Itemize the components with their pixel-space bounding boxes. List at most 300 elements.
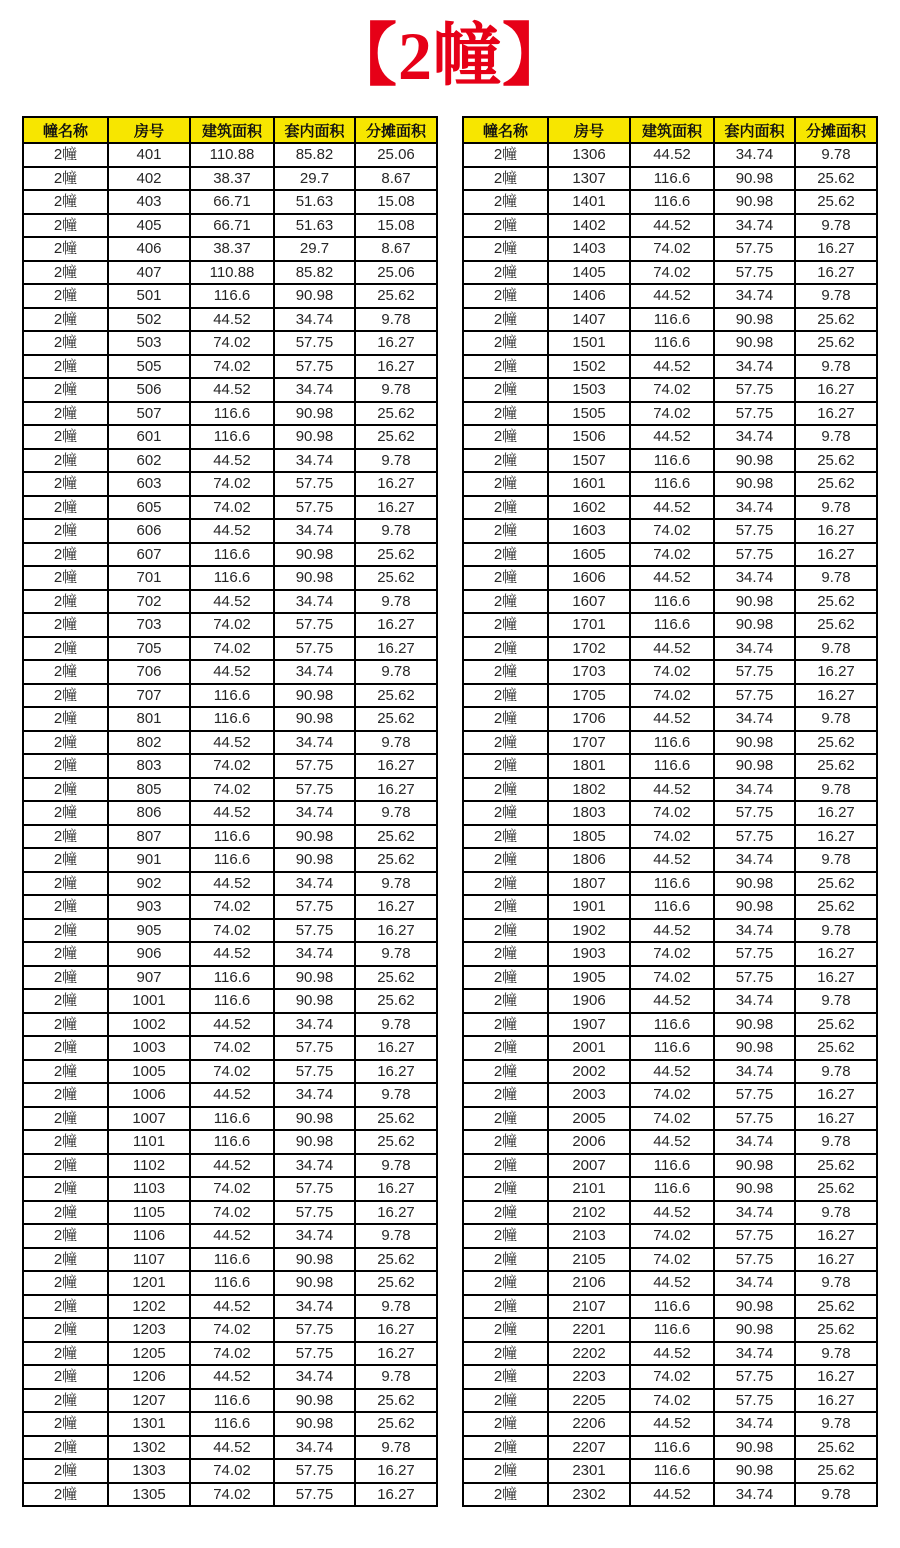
cell: 2幢 <box>463 261 548 285</box>
cell: 90.98 <box>274 1412 355 1436</box>
cell: 1003 <box>108 1036 190 1060</box>
cell: 703 <box>108 613 190 637</box>
cell: 2幢 <box>463 1224 548 1248</box>
cell: 2幢 <box>463 167 548 191</box>
cell: 44.52 <box>190 1295 274 1319</box>
cell: 803 <box>108 754 190 778</box>
cell: 16.27 <box>355 331 437 355</box>
table-row <box>463 308 877 332</box>
cell: 1907 <box>548 1013 630 1037</box>
cell: 16.27 <box>795 543 877 567</box>
cell: 57.75 <box>714 543 795 567</box>
cell: 1103 <box>108 1177 190 1201</box>
cell: 116.6 <box>630 1013 714 1037</box>
table-row <box>23 684 437 708</box>
cell: 57.75 <box>274 778 355 802</box>
cell: 34.74 <box>274 731 355 755</box>
cell: 34.74 <box>714 566 795 590</box>
cell: 74.02 <box>190 1459 274 1483</box>
cell: 90.98 <box>274 566 355 590</box>
cell: 2幢 <box>23 966 108 990</box>
cell: 116.6 <box>630 1318 714 1342</box>
cell: 34.74 <box>274 801 355 825</box>
cell: 2幢 <box>463 754 548 778</box>
cell: 16.27 <box>355 754 437 778</box>
cell: 34.74 <box>274 1083 355 1107</box>
cell: 2幢 <box>463 1107 548 1131</box>
cell: 16.27 <box>355 778 437 802</box>
table-row <box>23 355 437 379</box>
cell: 34.74 <box>274 1365 355 1389</box>
cell: 74.02 <box>190 472 274 496</box>
cell: 1005 <box>108 1060 190 1084</box>
table-row <box>463 637 877 661</box>
table-row <box>463 1412 877 1436</box>
cell: 16.27 <box>355 919 437 943</box>
cell: 2幢 <box>463 942 548 966</box>
cell: 25.62 <box>795 1318 877 1342</box>
cell: 16.27 <box>795 519 877 543</box>
cell: 90.98 <box>274 707 355 731</box>
cell: 2幢 <box>463 425 548 449</box>
cell: 2幢 <box>23 1060 108 1084</box>
cell: 2302 <box>548 1483 630 1507</box>
cell: 116.6 <box>630 1436 714 1460</box>
cell: 116.6 <box>190 825 274 849</box>
cell: 90.98 <box>714 1154 795 1178</box>
cell: 9.78 <box>795 284 877 308</box>
cell: 1807 <box>548 872 630 896</box>
cell: 2幢 <box>23 1412 108 1436</box>
table-row <box>23 778 437 802</box>
cell: 2幢 <box>463 895 548 919</box>
cell: 16.27 <box>355 1318 437 1342</box>
cell: 1707 <box>548 731 630 755</box>
cell: 705 <box>108 637 190 661</box>
cell: 44.52 <box>630 214 714 238</box>
cell: 801 <box>108 707 190 731</box>
cell: 1002 <box>108 1013 190 1037</box>
cell: 2幢 <box>23 1248 108 1272</box>
cell: 1902 <box>548 919 630 943</box>
cell: 57.75 <box>714 1224 795 1248</box>
cell: 57.75 <box>714 237 795 261</box>
cell: 9.78 <box>795 355 877 379</box>
cell: 402 <box>108 167 190 191</box>
cell: 2幢 <box>23 684 108 708</box>
cell: 90.98 <box>714 613 795 637</box>
cell: 2幢 <box>23 1271 108 1295</box>
cell: 116.6 <box>630 449 714 473</box>
cell: 116.6 <box>190 543 274 567</box>
cell: 2幢 <box>463 684 548 708</box>
cell: 90.98 <box>714 754 795 778</box>
table-row <box>23 1130 437 1154</box>
cell: 34.74 <box>714 919 795 943</box>
table-row <box>23 1060 437 1084</box>
cell: 505 <box>108 355 190 379</box>
cell: 34.74 <box>714 848 795 872</box>
table-row <box>463 1083 877 1107</box>
cell: 74.02 <box>630 543 714 567</box>
cell: 1403 <box>548 237 630 261</box>
cell: 16.27 <box>795 261 877 285</box>
cell: 1802 <box>548 778 630 802</box>
cell: 2幢 <box>463 308 548 332</box>
cell: 90.98 <box>274 684 355 708</box>
cell: 116.6 <box>630 754 714 778</box>
cell: 2幢 <box>463 1318 548 1342</box>
cell: 9.78 <box>795 566 877 590</box>
cell: 74.02 <box>190 1318 274 1342</box>
cell: 25.62 <box>795 1436 877 1460</box>
cell: 34.74 <box>714 637 795 661</box>
cell: 707 <box>108 684 190 708</box>
cell: 805 <box>108 778 190 802</box>
cell: 1901 <box>548 895 630 919</box>
cell: 90.98 <box>714 1177 795 1201</box>
cell: 116.6 <box>630 1459 714 1483</box>
cell: 57.75 <box>274 472 355 496</box>
cell: 2幢 <box>23 378 108 402</box>
cell: 57.75 <box>274 331 355 355</box>
cell: 2幢 <box>23 543 108 567</box>
cell: 90.98 <box>714 190 795 214</box>
cell: 74.02 <box>190 331 274 355</box>
cell: 2幢 <box>23 237 108 261</box>
cell: 901 <box>108 848 190 872</box>
cell: 2202 <box>548 1342 630 1366</box>
cell: 2101 <box>548 1177 630 1201</box>
table-row <box>463 613 877 637</box>
cell: 2幢 <box>463 660 548 684</box>
table-row <box>463 331 877 355</box>
table-row <box>23 1436 437 1460</box>
cell: 57.75 <box>274 895 355 919</box>
cell: 2幢 <box>23 754 108 778</box>
cell: 57.75 <box>274 1201 355 1225</box>
cell: 25.06 <box>355 261 437 285</box>
table-row <box>463 143 877 167</box>
table-row <box>23 496 437 520</box>
cell: 9.78 <box>795 214 877 238</box>
cell: 90.98 <box>714 895 795 919</box>
table-row <box>23 1412 437 1436</box>
table-row <box>23 1154 437 1178</box>
cell: 1301 <box>108 1412 190 1436</box>
cell: 2幢 <box>23 261 108 285</box>
cell: 2幢 <box>23 1342 108 1366</box>
cell: 2幢 <box>23 895 108 919</box>
cell: 90.98 <box>274 543 355 567</box>
cell: 25.62 <box>355 1130 437 1154</box>
cell: 2幢 <box>463 331 548 355</box>
column-header: 建筑面积 <box>190 117 274 143</box>
cell: 25.62 <box>355 825 437 849</box>
cell: 90.98 <box>714 1295 795 1319</box>
cell: 25.62 <box>795 1177 877 1201</box>
column-header: 建筑面积 <box>630 117 714 143</box>
cell: 9.78 <box>355 1224 437 1248</box>
cell: 90.98 <box>714 731 795 755</box>
cell: 44.52 <box>630 566 714 590</box>
cell: 74.02 <box>630 966 714 990</box>
cell: 25.62 <box>355 566 437 590</box>
cell: 116.6 <box>190 848 274 872</box>
cell: 2幢 <box>463 1412 548 1436</box>
column-header: 套内面积 <box>274 117 355 143</box>
cell: 34.74 <box>274 378 355 402</box>
cell: 2301 <box>548 1459 630 1483</box>
cell: 2幢 <box>23 1036 108 1060</box>
table-row <box>23 1459 437 1483</box>
cell: 807 <box>108 825 190 849</box>
cell: 16.27 <box>795 237 877 261</box>
cell: 2幢 <box>463 731 548 755</box>
cell: 74.02 <box>630 261 714 285</box>
header-row <box>23 117 437 143</box>
cell: 44.52 <box>190 449 274 473</box>
table-row <box>23 237 437 261</box>
cell: 16.27 <box>355 1036 437 1060</box>
cell: 406 <box>108 237 190 261</box>
table-row <box>463 1459 877 1483</box>
cell: 74.02 <box>630 1365 714 1389</box>
cell: 74.02 <box>190 754 274 778</box>
cell: 16.27 <box>355 1177 437 1201</box>
cell: 116.6 <box>190 1389 274 1413</box>
table-row <box>23 214 437 238</box>
cell: 2幢 <box>23 190 108 214</box>
cell: 2幢 <box>23 1318 108 1342</box>
cell: 74.02 <box>190 496 274 520</box>
cell: 44.52 <box>190 942 274 966</box>
cell: 16.27 <box>795 660 877 684</box>
cell: 407 <box>108 261 190 285</box>
cell: 2幢 <box>463 190 548 214</box>
cell: 16.27 <box>795 1248 877 1272</box>
unit-area-table-left <box>22 116 438 1507</box>
cell: 9.78 <box>795 637 877 661</box>
cell: 15.08 <box>355 214 437 238</box>
cell: 34.74 <box>714 1060 795 1084</box>
cell: 2幢 <box>23 637 108 661</box>
cell: 706 <box>108 660 190 684</box>
table-row <box>463 848 877 872</box>
cell: 16.27 <box>795 1389 877 1413</box>
table-row <box>463 355 877 379</box>
cell: 34.74 <box>714 214 795 238</box>
cell: 9.78 <box>355 731 437 755</box>
cell: 34.74 <box>714 425 795 449</box>
cell: 1101 <box>108 1130 190 1154</box>
cell: 34.74 <box>714 1271 795 1295</box>
table-row <box>463 1177 877 1201</box>
cell: 2002 <box>548 1060 630 1084</box>
cell: 116.6 <box>630 895 714 919</box>
cell: 1405 <box>548 261 630 285</box>
table-row <box>23 966 437 990</box>
cell: 34.74 <box>714 1483 795 1507</box>
cell: 57.75 <box>714 1389 795 1413</box>
cell: 38.37 <box>190 167 274 191</box>
cell: 9.78 <box>355 660 437 684</box>
cell: 16.27 <box>355 1201 437 1225</box>
cell: 57.75 <box>714 1107 795 1131</box>
cell: 2幢 <box>23 801 108 825</box>
cell: 57.75 <box>714 519 795 543</box>
table-row <box>23 1036 437 1060</box>
cell: 1205 <box>108 1342 190 1366</box>
cell: 1702 <box>548 637 630 661</box>
cell: 116.6 <box>190 707 274 731</box>
cell: 9.78 <box>355 1013 437 1037</box>
cell: 25.62 <box>355 402 437 426</box>
cell: 90.98 <box>274 848 355 872</box>
cell: 57.75 <box>714 660 795 684</box>
cell: 34.74 <box>274 1224 355 1248</box>
cell: 1407 <box>548 308 630 332</box>
cell: 74.02 <box>630 825 714 849</box>
cell: 2幢 <box>463 519 548 543</box>
cell: 1503 <box>548 378 630 402</box>
cell: 1602 <box>548 496 630 520</box>
table-row <box>23 1342 437 1366</box>
cell: 44.52 <box>190 1224 274 1248</box>
cell: 34.74 <box>714 989 795 1013</box>
cell: 25.62 <box>355 1107 437 1131</box>
cell: 74.02 <box>630 1107 714 1131</box>
cell: 1506 <box>548 425 630 449</box>
page-title: 【2幢】 <box>328 18 571 94</box>
cell: 74.02 <box>630 942 714 966</box>
table-row <box>23 660 437 684</box>
cell: 1605 <box>548 543 630 567</box>
cell: 1107 <box>108 1248 190 1272</box>
table-row <box>463 707 877 731</box>
cell: 2幢 <box>463 1036 548 1060</box>
cell: 9.78 <box>795 425 877 449</box>
cell: 74.02 <box>630 1248 714 1272</box>
table-row <box>23 872 437 896</box>
cell: 1905 <box>548 966 630 990</box>
cell: 2幢 <box>23 1224 108 1248</box>
cell: 2幢 <box>23 167 108 191</box>
cell: 57.75 <box>714 825 795 849</box>
cell: 1703 <box>548 660 630 684</box>
cell: 2幢 <box>23 1083 108 1107</box>
cell: 34.74 <box>274 872 355 896</box>
cell: 2幢 <box>463 1459 548 1483</box>
cell: 9.78 <box>795 778 877 802</box>
cell: 90.98 <box>714 472 795 496</box>
cell: 16.27 <box>355 1459 437 1483</box>
cell: 16.27 <box>355 1342 437 1366</box>
cell: 90.98 <box>714 308 795 332</box>
cell: 25.62 <box>795 613 877 637</box>
cell: 1701 <box>548 613 630 637</box>
cell: 2幢 <box>23 1013 108 1037</box>
cell: 44.52 <box>630 707 714 731</box>
cell: 2幢 <box>23 989 108 1013</box>
cell: 2幢 <box>23 1295 108 1319</box>
cell: 44.52 <box>630 425 714 449</box>
cell: 25.62 <box>355 1248 437 1272</box>
column-header: 幢名称 <box>463 117 548 143</box>
cell: 1606 <box>548 566 630 590</box>
cell: 25.62 <box>355 1389 437 1413</box>
table-row <box>463 1130 877 1154</box>
cell: 1705 <box>548 684 630 708</box>
table-row <box>463 778 877 802</box>
cell: 601 <box>108 425 190 449</box>
cell: 9.78 <box>795 1412 877 1436</box>
cell: 90.98 <box>274 425 355 449</box>
cell: 1806 <box>548 848 630 872</box>
cell: 506 <box>108 378 190 402</box>
cell: 2幢 <box>23 308 108 332</box>
cell: 116.6 <box>190 1271 274 1295</box>
cell: 34.74 <box>274 449 355 473</box>
table-row <box>23 1177 437 1201</box>
cell: 74.02 <box>630 402 714 426</box>
table-row <box>23 1013 437 1037</box>
cell: 57.75 <box>274 1177 355 1201</box>
cell: 44.52 <box>190 1083 274 1107</box>
cell: 44.52 <box>190 1365 274 1389</box>
cell: 116.6 <box>630 190 714 214</box>
cell: 1505 <box>548 402 630 426</box>
cell: 2105 <box>548 1248 630 1272</box>
cell: 1401 <box>548 190 630 214</box>
table-row <box>463 1107 877 1131</box>
cell: 34.74 <box>714 1342 795 1366</box>
cell: 57.75 <box>714 1248 795 1272</box>
cell: 74.02 <box>190 613 274 637</box>
cell: 44.52 <box>630 1130 714 1154</box>
cell: 116.6 <box>630 1036 714 1060</box>
cell: 116.6 <box>630 1154 714 1178</box>
table-row <box>463 1060 877 1084</box>
table-row <box>463 660 877 684</box>
cell: 9.78 <box>795 1483 877 1507</box>
cell: 44.52 <box>190 872 274 896</box>
cell: 906 <box>108 942 190 966</box>
cell: 34.74 <box>714 778 795 802</box>
table-row <box>463 731 877 755</box>
cell: 2102 <box>548 1201 630 1225</box>
table-row <box>23 590 437 614</box>
cell: 44.52 <box>630 1201 714 1225</box>
cell: 25.62 <box>355 848 437 872</box>
cell: 44.52 <box>630 284 714 308</box>
table-row <box>463 1248 877 1272</box>
cell: 2幢 <box>463 378 548 402</box>
cell: 16.27 <box>795 1224 877 1248</box>
cell: 2幢 <box>23 1154 108 1178</box>
table-row <box>23 1224 437 1248</box>
cell: 74.02 <box>190 1342 274 1366</box>
cell: 57.75 <box>714 261 795 285</box>
cell: 1306 <box>548 143 630 167</box>
cell: 74.02 <box>190 1036 274 1060</box>
cell: 25.62 <box>795 731 877 755</box>
table-row <box>463 1154 877 1178</box>
cell: 25.62 <box>795 590 877 614</box>
cell: 2幢 <box>463 237 548 261</box>
table-row <box>463 214 877 238</box>
cell: 90.98 <box>714 167 795 191</box>
